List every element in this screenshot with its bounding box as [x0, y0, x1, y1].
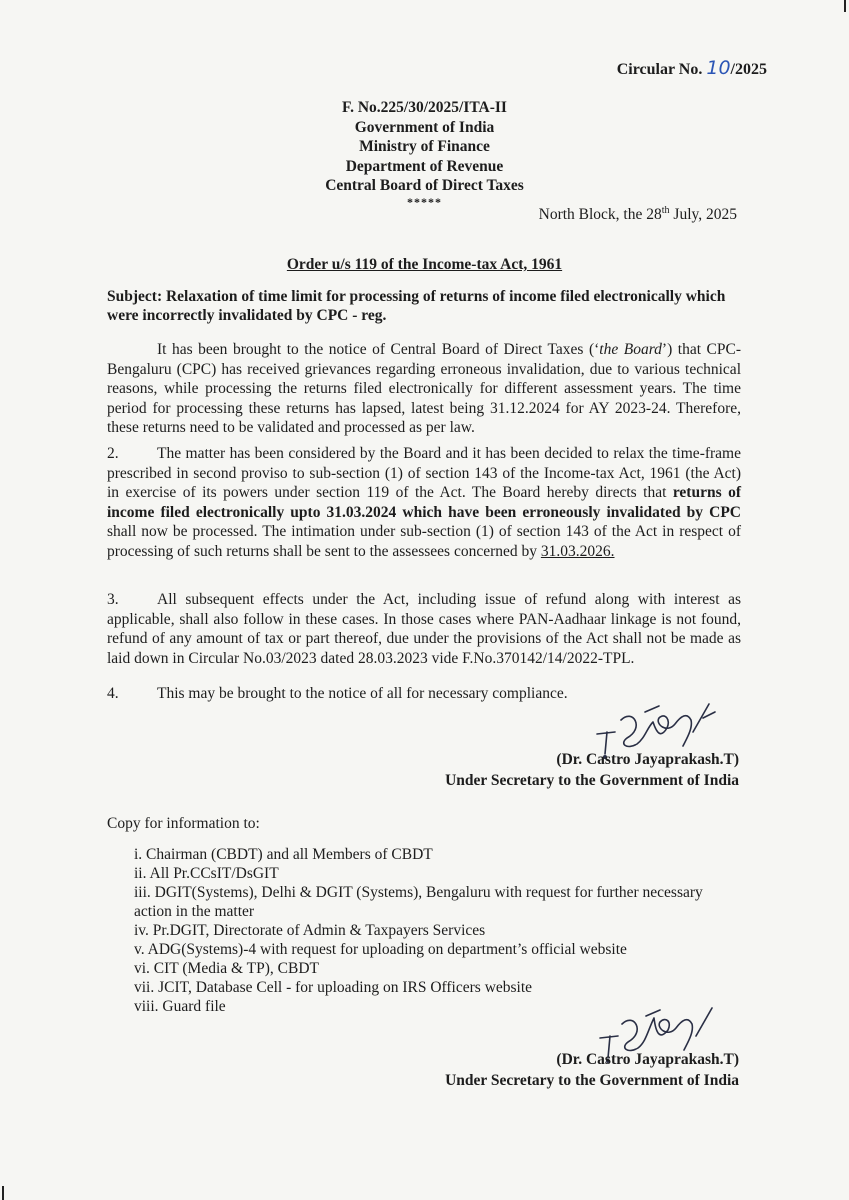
copy-list-item: viii. Guard file: [134, 998, 226, 1015]
signatory-designation: Under Secretary to the Government of India: [445, 772, 739, 789]
copy-list-item: vi. CIT (Media & TP), CBDT: [134, 960, 319, 977]
para4-number: 4.: [107, 685, 119, 702]
subject-line: Subject: Relaxation of time limit for processing of returns of income filed electronically which were incorrectly invalidated by CPC - reg.: [107, 288, 726, 324]
copy-list-item: iii. DGIT(Systems), Delhi & DGIT (Systems), Bengaluru with request for further necessary action in the matter: [134, 884, 703, 920]
signatory-designation: Under Secretary to the Government of India: [445, 1072, 739, 1089]
header-separator: *****: [407, 194, 442, 209]
paragraph-2: [107, 444, 741, 561]
place-date-ordinal: th: [661, 205, 670, 216]
para2-bold-text: returns of income filed electronically upto 31.03.2024 which have been erroneously invalidated by CPC: [107, 484, 741, 521]
scan-edge-mark: [2, 1186, 4, 1200]
copy-heading: Copy for information to:: [107, 815, 260, 832]
signatory-name: (Dr. Castro Jayaprakash.T): [556, 1051, 739, 1068]
para1-italic: the Board: [599, 341, 662, 358]
copy-list-item: vii. JCIT, Database Cell - for uploading on IRS Officers website: [134, 979, 533, 996]
para2-deadline-date: 31.03.2026.: [540, 542, 615, 560]
copy-list-item: ii. All Pr.CCsIT/DsGIT: [134, 865, 279, 882]
circular-year: /2025: [730, 61, 767, 78]
copy-list-item: v. ADG(Systems)-4 with request for uploading on department’s official website: [134, 941, 627, 958]
para3-text: All subsequent effects under the Act, including issue of refund along with interest as applicable, shall also follow in these cases. In those cases where PAN-Aadhaar linkage is not found, refund of any amount of tax or part thereof, due under the provisions of the Act shall not be made as laid down in Circular No.03/2023 dated 28.03.2023 vide F.No.370142/14/2022-TPL.: [107, 591, 741, 667]
copy-list: [134, 845, 744, 1016]
scan-edge-mark: [844, 0, 846, 12]
paragraph-1: [107, 340, 741, 438]
circular-number: [617, 57, 767, 79]
circular-handwritten-number: 10: [706, 57, 731, 79]
para2-text-b: shall now be processed. The intimation under sub-section (1) of section 143 of the Act in respect of processing of such returns shall be sent to the assessees concerned by: [107, 523, 741, 560]
header-ministry: Ministry of Finance: [359, 138, 490, 155]
signature-block-2: [445, 1049, 739, 1091]
para2-number: 2.: [107, 445, 119, 462]
para4-text: This may be brought to the notice of all for necessary compliance.: [157, 685, 568, 702]
circular-label: Circular No.: [616, 61, 703, 78]
place-date: [539, 205, 737, 224]
order-title: Order u/s 119 of the Income-tax Act, 1961: [286, 256, 563, 273]
copy-list-item: i. Chairman (CBDT) and all Members of CBDT: [134, 846, 433, 863]
letterhead: [0, 98, 849, 208]
para2-text-a: The matter has been considered by the Board and it has been decided to relax the time-frame prescribed in second proviso to sub-section (1) of section 143 of the Income-tax Act, 1961 (the Act) in exercise of its powers under section 119 of the Act. The Board hereby directs that: [107, 445, 741, 501]
place-date-suffix: July, 2025: [669, 206, 737, 224]
place-date-prefix: North Block, the 28: [538, 206, 662, 224]
signatory-name: (Dr. Castro Jayaprakash.T): [556, 751, 739, 768]
header-government: Government of India: [354, 118, 495, 136]
header-department: Department of Revenue: [345, 157, 504, 175]
para1-text-a: It has been brought to the notice of Central Board of Direct Taxes (‘: [157, 341, 600, 358]
para1-text-b: ’) that CPC-Bengaluru (CPC) has received grievances regarding erroneous invalidation, due to various technical reasons, while processing the returns filed electronically for different assessment years. The time period for processing these returns has lapsed, latest being 31.12.2024 for AY 2023-24. Therefore, these returns need to be validated and processed as per law.: [107, 341, 741, 436]
header-board: Central Board of Direct Taxes: [325, 177, 524, 194]
file-number: F. No.225/30/2025/ITA-II: [342, 99, 507, 116]
copy-list-item: iv. Pr.DGIT, Directorate of Admin & Taxpayers Services: [134, 922, 486, 939]
paragraph-3: [107, 590, 741, 668]
para3-number: 3.: [107, 591, 119, 608]
signature-block-1: [445, 749, 739, 791]
